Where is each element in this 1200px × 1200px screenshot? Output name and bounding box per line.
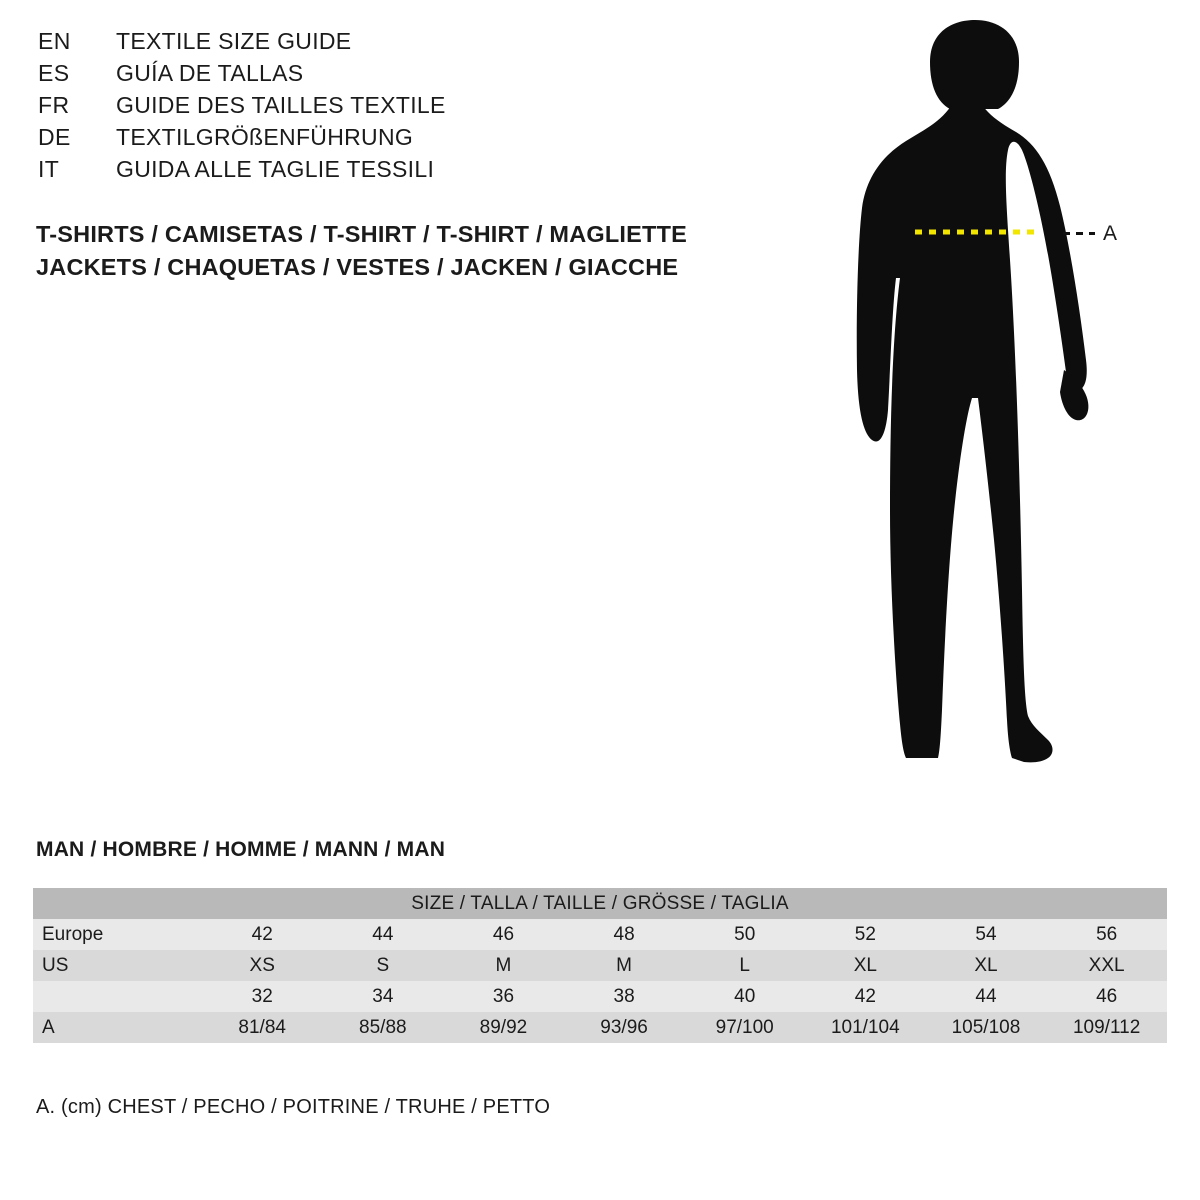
row-label (33, 981, 202, 1012)
table-row (33, 950, 1167, 981)
cell-value: 36 (492, 985, 515, 1007)
cell-value: 85/88 (359, 1016, 407, 1038)
cell-value: 42 (854, 985, 876, 1007)
cell-value: 42 (251, 923, 273, 945)
language-code: ES (38, 60, 70, 86)
garment-categories (36, 218, 796, 284)
cell-value: 32 (251, 985, 273, 1007)
category-tshirts: T-SHIRTS / CAMISETAS / T-SHIRT / T-SHIRT / MAGLIETTE (36, 221, 687, 247)
cell-value: M (616, 954, 632, 976)
table-row (33, 1012, 1167, 1043)
language-code: FR (38, 92, 70, 118)
cell-value: XS (249, 954, 275, 976)
cell-value: 97/100 (715, 1016, 774, 1038)
cell-value: 101/104 (830, 1016, 900, 1038)
language-text: TEXTILGRÖßENFÜHRUNG (116, 124, 414, 150)
row-label: US (42, 954, 69, 976)
cell-value: L (739, 954, 750, 976)
table-row-header (33, 888, 1167, 919)
cell-value: 52 (854, 923, 876, 945)
language-text: GUIDE DES TAILLES TEXTILE (116, 92, 446, 118)
category-jackets: JACKETS / CHAQUETAS / VESTES / JACKEN / GIACCHE (36, 254, 679, 280)
row-label: A (42, 1016, 55, 1038)
language-list (38, 28, 758, 188)
cell-value: 46 (1096, 985, 1118, 1007)
measure-label-a: A (1103, 222, 1118, 245)
cell-value: 50 (734, 923, 756, 945)
cell-value: 93/96 (600, 1016, 648, 1038)
cell-value: 44 (975, 985, 997, 1007)
cell-value: 81/84 (238, 1016, 286, 1038)
cell-value: 56 (1096, 923, 1118, 945)
cell-value: XL (853, 954, 877, 976)
cell-value: 89/92 (479, 1016, 528, 1038)
chest-footnote: A. (cm) CHEST / PECHO / POITRINE / TRUHE / PETTO (36, 1096, 551, 1118)
language-code: EN (38, 28, 71, 54)
language-row-fr (38, 92, 758, 124)
language-code: IT (38, 156, 60, 182)
language-text: GUÍA DE TALLAS (116, 60, 304, 86)
cell-value: XL (974, 954, 998, 976)
cell-value: 109/112 (1072, 1016, 1141, 1038)
size-table (33, 888, 1167, 1043)
language-row-it (38, 156, 758, 188)
cell-value: 40 (734, 985, 756, 1007)
cell-value: S (376, 954, 390, 976)
language-row-en (38, 28, 758, 60)
cell-value: 105/108 (951, 1016, 1021, 1038)
table-row (33, 919, 1167, 950)
cell-value: M (495, 954, 512, 976)
man-section-title: MAN / HOMBRE / HOMME / MANN / MAN (36, 838, 446, 861)
cell-value: XXL (1088, 954, 1125, 976)
silhouette-shape (857, 20, 1089, 762)
cell-value: 34 (372, 985, 394, 1007)
language-row-es (38, 60, 758, 92)
cell-value: 48 (613, 923, 635, 945)
measure-leader-line (1063, 232, 1095, 235)
language-code: DE (38, 124, 71, 150)
body-silhouette-illustration (820, 10, 1180, 790)
language-text: TEXTILE SIZE GUIDE (116, 28, 352, 54)
size-header-label: SIZE / TALLA / TAILLE / GRÖSSE / TAGLIA (411, 892, 789, 914)
row-label: Europe (42, 923, 104, 945)
cell-value: 38 (613, 985, 635, 1007)
language-row-de (38, 124, 758, 156)
cell-value: 44 (372, 923, 394, 945)
language-text: GUIDA ALLE TAGLIE TESSILI (116, 156, 435, 182)
table-row (33, 981, 1167, 1012)
cell-value: 46 (492, 923, 515, 945)
cell-value: 54 (975, 923, 997, 945)
